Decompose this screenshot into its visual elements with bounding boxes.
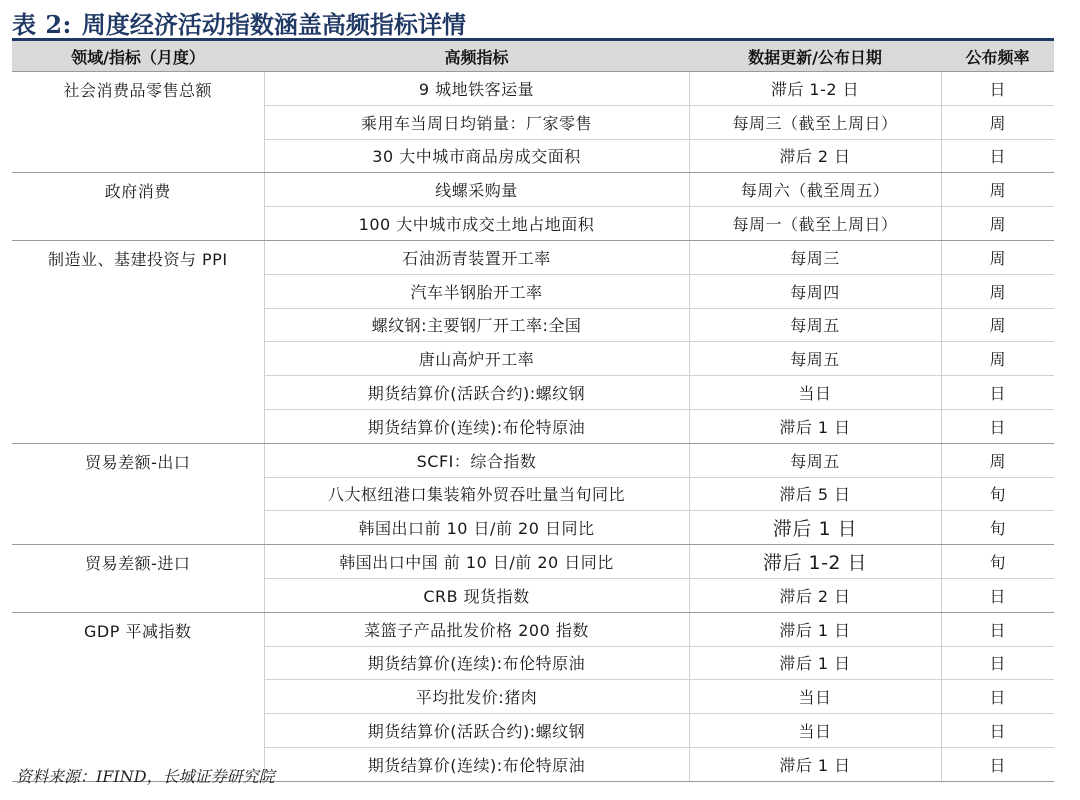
indicator-cell: 菜篮子产品批发价格 200 指数 bbox=[264, 612, 689, 646]
frequency-cell: 旬 bbox=[941, 477, 1054, 511]
indicator-cell: 期货结算价(连续):布伦特原油 bbox=[264, 409, 689, 443]
frequency-cell: 周 bbox=[941, 105, 1054, 139]
update-date-cell: 每周六（截至周五） bbox=[689, 173, 941, 207]
update-date-cell: 滞后 1 日 bbox=[689, 612, 941, 646]
frequency-cell: 周 bbox=[941, 240, 1054, 274]
indicator-table bbox=[12, 41, 1054, 782]
header-frequency: 公布频率 bbox=[941, 41, 1054, 72]
indicator-cell: CRB 现货指数 bbox=[264, 578, 689, 612]
indicator-cell: 平均批发价:猪肉 bbox=[264, 680, 689, 714]
indicator-cell: 乘用车当周日均销量：厂家零售 bbox=[264, 105, 689, 139]
update-date-cell: 每周一（截至上周日） bbox=[689, 207, 941, 241]
indicator-cell: 9 城地铁客运量 bbox=[264, 72, 689, 106]
table-row bbox=[12, 240, 1054, 274]
indicator-cell: 韩国出口中国 前 10 日/前 20 日同比 bbox=[264, 545, 689, 579]
table-caption bbox=[12, 6, 1054, 41]
frequency-cell: 日 bbox=[941, 376, 1054, 410]
indicator-cell: SCFI：综合指数 bbox=[264, 443, 689, 477]
update-date-cell: 滞后 1 日 bbox=[689, 646, 941, 680]
table-title: 周度经济活动指数涵盖高频指标详情 bbox=[81, 9, 466, 39]
update-date-cell: 滞后 2 日 bbox=[689, 578, 941, 612]
table-row bbox=[12, 545, 1054, 579]
indicator-cell: 期货结算价(活跃合约):螺纹钢 bbox=[264, 714, 689, 748]
indicator-cell: 期货结算价(连续):布伦特原油 bbox=[264, 747, 689, 781]
update-date-cell: 当日 bbox=[689, 680, 941, 714]
update-date-cell: 每周三 bbox=[689, 240, 941, 274]
frequency-cell: 周 bbox=[941, 342, 1054, 376]
frequency-cell: 日 bbox=[941, 72, 1054, 106]
frequency-cell: 日 bbox=[941, 646, 1054, 680]
indicator-cell: 期货结算价(连续):布伦特原油 bbox=[264, 646, 689, 680]
indicator-cell: 线螺采购量 bbox=[264, 173, 689, 207]
frequency-cell: 日 bbox=[941, 612, 1054, 646]
frequency-cell: 周 bbox=[941, 207, 1054, 241]
category-cell: 制造业、基建投资与 PPI bbox=[12, 240, 264, 443]
update-date-cell: 滞后 1-2 日 bbox=[689, 72, 941, 106]
update-date-cell: 每周五 bbox=[689, 342, 941, 376]
update-date-cell: 滞后 1-2 日 bbox=[689, 545, 941, 579]
update-date-cell: 每周三（截至上周日） bbox=[689, 105, 941, 139]
update-date-cell: 滞后 2 日 bbox=[689, 139, 941, 173]
frequency-cell: 周 bbox=[941, 274, 1054, 308]
update-date-cell: 当日 bbox=[689, 376, 941, 410]
indicator-cell: 韩国出口前 10 日/前 20 日同比 bbox=[264, 511, 689, 545]
table-row bbox=[12, 173, 1054, 207]
frequency-cell: 日 bbox=[941, 139, 1054, 173]
indicator-cell: 30 大中城市商品房成交面积 bbox=[264, 139, 689, 173]
frequency-cell: 日 bbox=[941, 578, 1054, 612]
frequency-cell: 日 bbox=[941, 680, 1054, 714]
category-cell: 贸易差额-进口 bbox=[12, 545, 264, 613]
frequency-cell: 日 bbox=[941, 714, 1054, 748]
update-date-cell: 当日 bbox=[689, 714, 941, 748]
update-date-cell: 滞后 1 日 bbox=[689, 409, 941, 443]
indicator-cell: 汽车半钢胎开工率 bbox=[264, 274, 689, 308]
table-row bbox=[12, 443, 1054, 477]
frequency-cell: 周 bbox=[941, 308, 1054, 342]
header-update-date: 数据更新/公布日期 bbox=[689, 41, 941, 72]
indicator-cell: 100 大中城市成交土地占地面积 bbox=[264, 207, 689, 241]
update-date-cell: 每周五 bbox=[689, 443, 941, 477]
table-body bbox=[12, 72, 1054, 782]
category-cell: 社会消费品零售总额 bbox=[12, 72, 264, 173]
table-number: 表 2: bbox=[12, 9, 72, 39]
update-date-cell: 每周五 bbox=[689, 308, 941, 342]
frequency-cell: 周 bbox=[941, 443, 1054, 477]
update-date-cell: 滞后 5 日 bbox=[689, 477, 941, 511]
frequency-cell: 日 bbox=[941, 747, 1054, 781]
indicator-cell: 期货结算价(活跃合约):螺纹钢 bbox=[264, 376, 689, 410]
category-cell: 贸易差额-出口 bbox=[12, 443, 264, 544]
update-date-cell: 每周四 bbox=[689, 274, 941, 308]
table-header-row bbox=[12, 41, 1054, 72]
category-cell: 政府消费 bbox=[12, 173, 264, 241]
indicator-cell: 唐山高炉开工率 bbox=[264, 342, 689, 376]
indicator-cell: 石油沥青装置开工率 bbox=[264, 240, 689, 274]
table-row bbox=[12, 72, 1054, 106]
source-note: 资料来源：IFIND，长城证券研究院 bbox=[16, 767, 275, 786]
indicator-cell: 螺纹钢:主要钢厂开工率:全国 bbox=[264, 308, 689, 342]
table-row bbox=[12, 612, 1054, 646]
frequency-cell: 旬 bbox=[941, 545, 1054, 579]
header-indicator: 高频指标 bbox=[264, 41, 689, 72]
frequency-cell: 日 bbox=[941, 409, 1054, 443]
frequency-cell: 旬 bbox=[941, 511, 1054, 545]
update-date-cell: 滞后 1 日 bbox=[689, 747, 941, 781]
frequency-cell: 周 bbox=[941, 173, 1054, 207]
indicator-cell: 八大枢纽港口集装箱外贸吞吐量当旬同比 bbox=[264, 477, 689, 511]
header-category: 领域/指标（月度） bbox=[12, 41, 264, 72]
update-date-cell: 滞后 1 日 bbox=[689, 511, 941, 545]
category-cell: GDP 平减指数 bbox=[12, 612, 264, 781]
